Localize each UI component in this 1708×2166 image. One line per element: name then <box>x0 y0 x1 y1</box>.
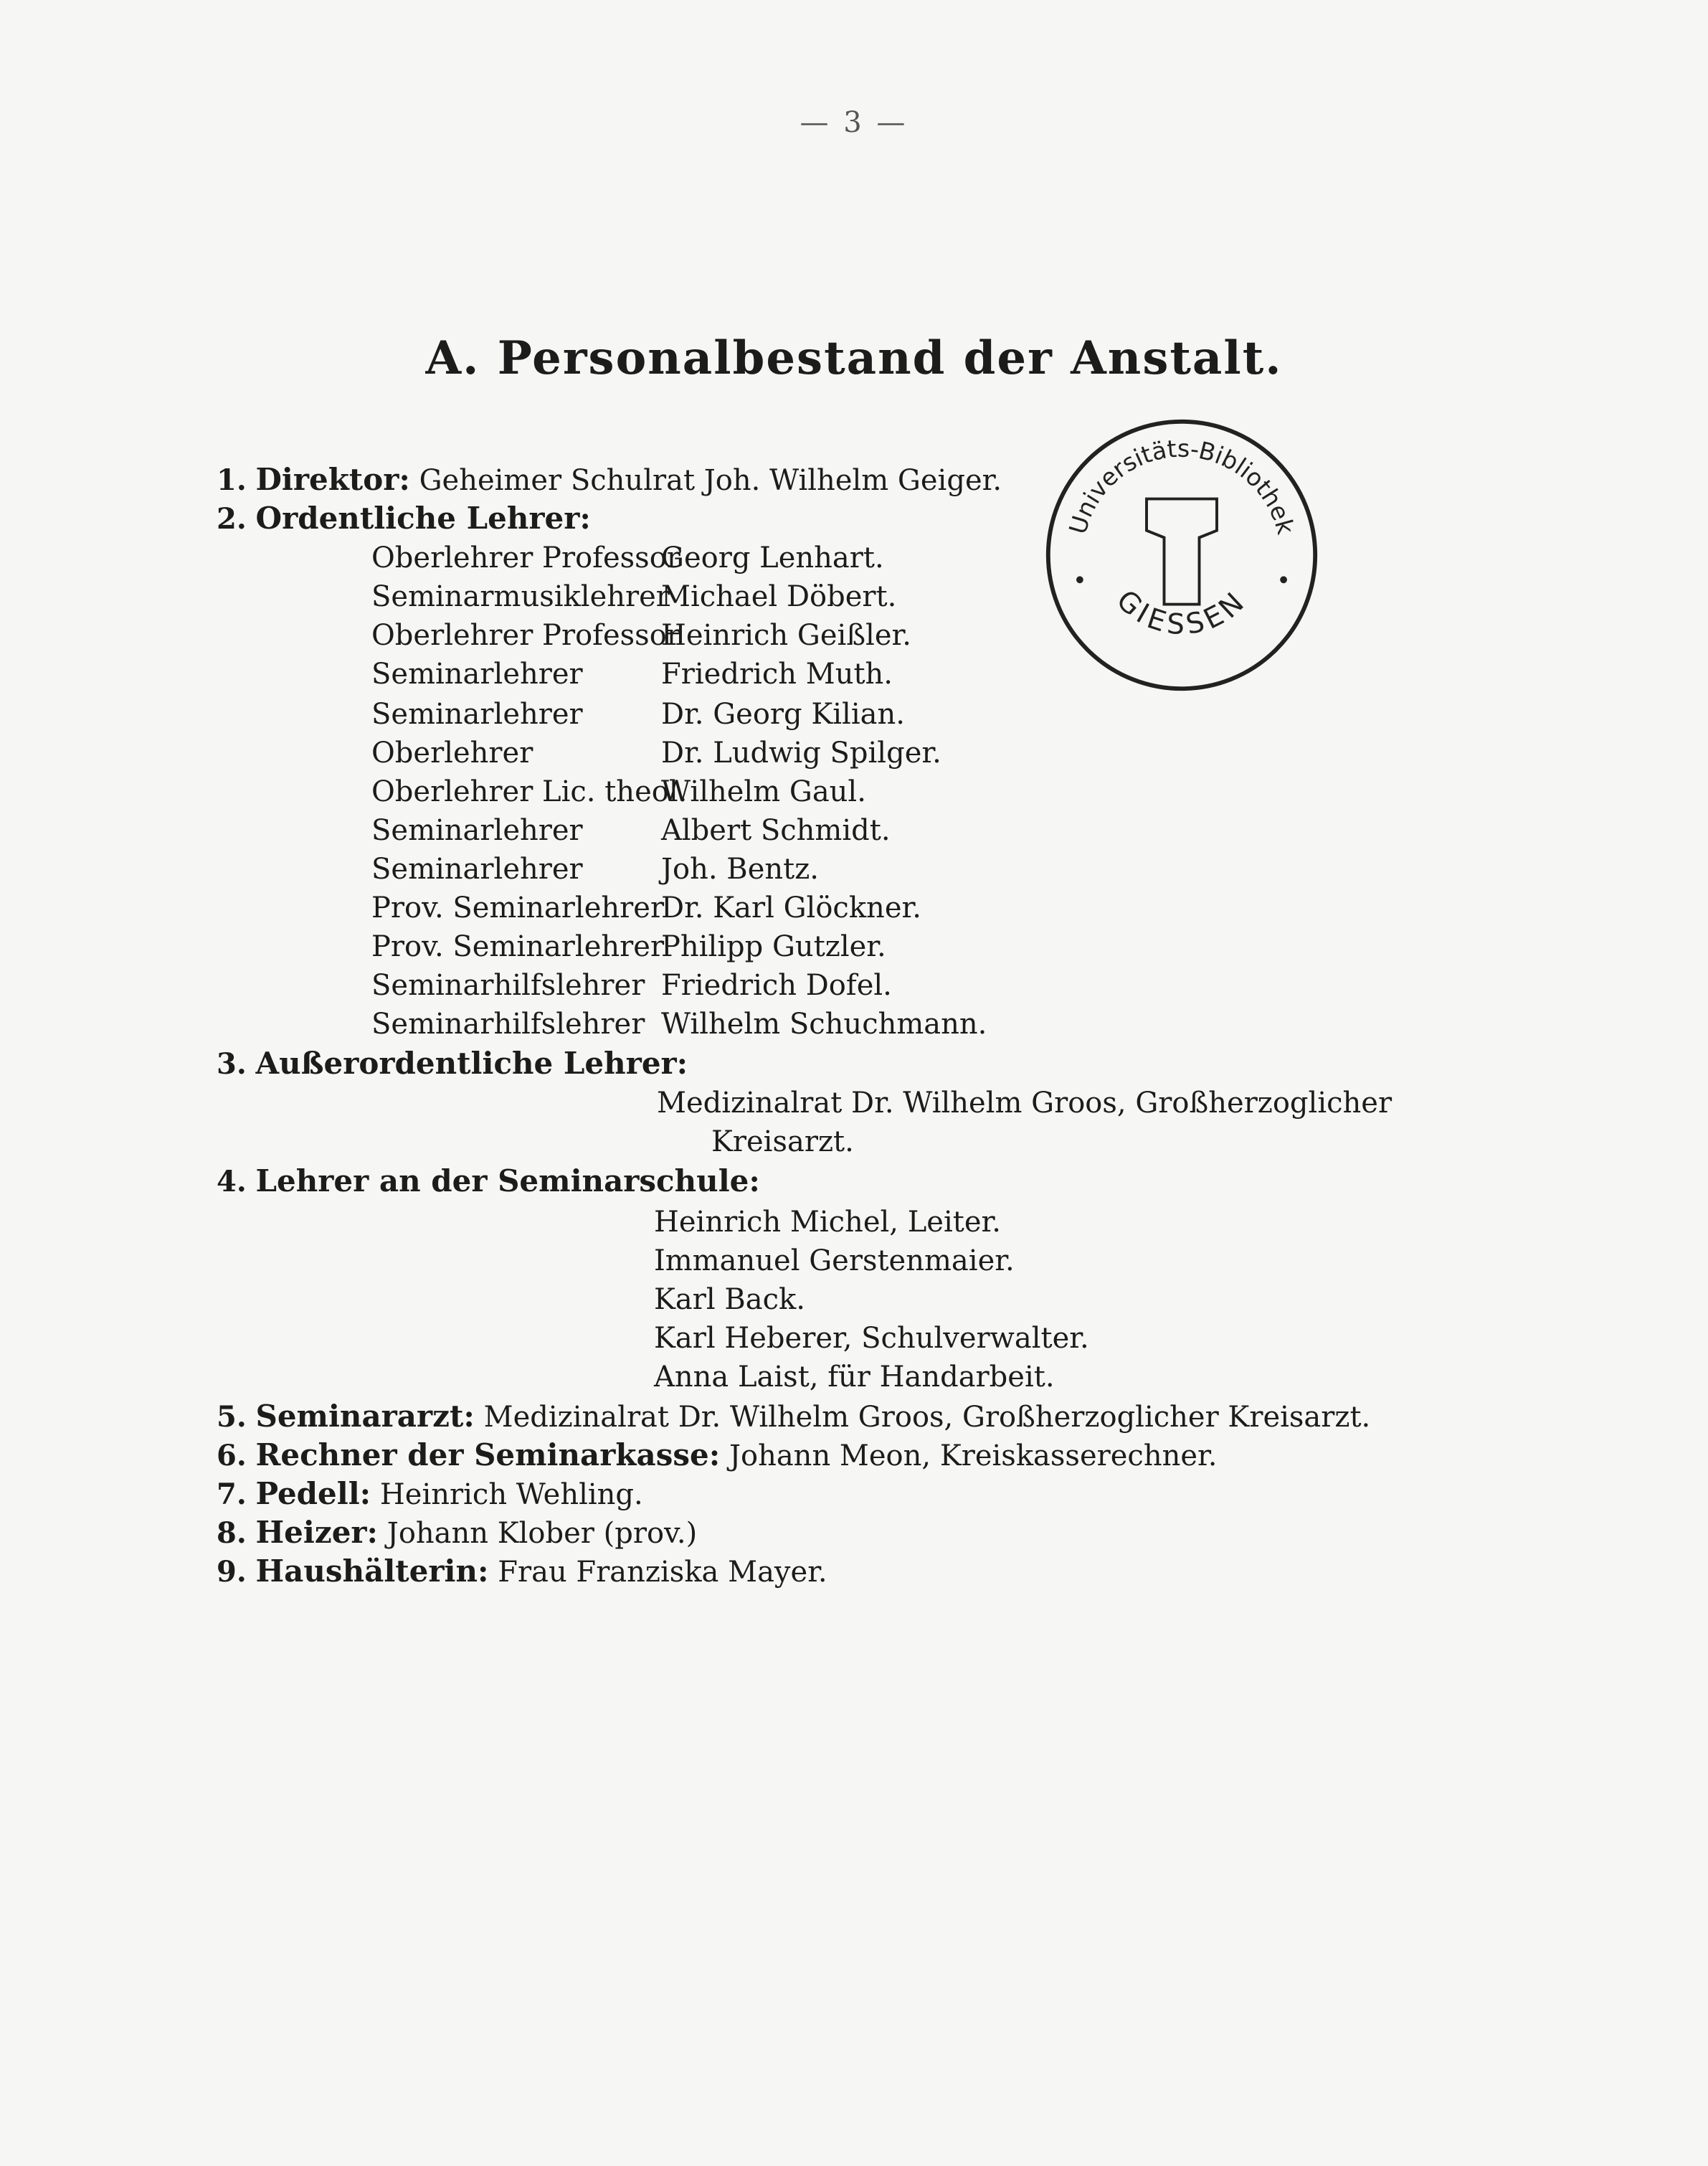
stamp-bottom-text: GIESSEN <box>1110 584 1253 642</box>
seminar-school-teacher: Heinrich Michel, Leiter. <box>654 1206 1001 1239</box>
beadle-number: 7. <box>217 1477 247 1511</box>
teacher-name: Heinrich Geißler. <box>661 619 911 652</box>
teacher-title: Prov. Seminarlehrer <box>371 892 665 924</box>
teacher-title: Seminarhilfslehrer <box>371 969 645 1002</box>
beadle-heading: Pedell: <box>255 1476 371 1511</box>
teacher-name: Wilhelm Gaul. <box>661 775 866 808</box>
seminar-doctor-number: 5. <box>217 1400 247 1434</box>
seminar-school-number: 4. <box>217 1165 247 1198</box>
teacher-name: Friedrich Dofel. <box>661 969 892 1002</box>
teacher-title: Oberlehrer Professor <box>371 619 680 652</box>
director-entry <box>217 462 1002 497</box>
teacher-title: Seminarlehrer <box>371 814 583 847</box>
heater-name: Johann Klober (prov.) <box>386 1517 698 1550</box>
page-title: A. Personalbestand der Anstalt. <box>425 331 1283 385</box>
teacher-name: Dr. Georg Kilian. <box>661 698 905 731</box>
teacher-name: Wilhelm Schuchmann. <box>661 1008 987 1041</box>
teacher-title: Seminarmusiklehrer <box>371 580 670 613</box>
teacher-name: Friedrich Muth. <box>661 658 893 691</box>
teacher-title: Seminarlehrer <box>371 658 583 691</box>
teacher-name: Joh. Bentz. <box>661 853 819 886</box>
beadle-name: Heinrich Wehling. <box>379 1478 643 1511</box>
teacher-name: Georg Lenhart. <box>661 542 884 574</box>
ordinary-teachers-heading-row <box>217 503 591 534</box>
teacher-title: Seminarlehrer <box>371 698 583 731</box>
treasurer-name: Johann Meon, Kreiskasserechner. <box>729 1439 1218 1472</box>
extraordinary-teachers-heading: Außerordentliche Lehrer: <box>255 1046 688 1081</box>
seminar-school-teacher: Anna Laist, für Handarbeit. <box>654 1361 1055 1394</box>
treasurer-entry <box>217 1437 1218 1472</box>
teacher-name: Albert Schmidt. <box>661 814 891 847</box>
heater-number: 8. <box>217 1516 247 1550</box>
seminar-school-heading: Lehrer an der Seminarschule: <box>255 1163 760 1198</box>
teacher-title: Oberlehrer Lic. theol. <box>371 775 688 808</box>
seminar-doctor-entry <box>217 1401 1370 1432</box>
teacher-name: Michael Döbert. <box>661 580 897 613</box>
seminar-school-teacher: Immanuel Gerstenmaier. <box>654 1244 1015 1277</box>
seminar-doctor-heading: Seminararzt: <box>255 1399 475 1434</box>
extraordinary-teachers-number: 3. <box>217 1047 247 1081</box>
ordinary-teachers-heading: Ordentliche Lehrer: <box>255 501 591 536</box>
housekeeper-entry <box>217 1553 827 1589</box>
housekeeper-number: 9. <box>217 1555 247 1589</box>
teacher-title: Prov. Seminarlehrer <box>371 930 665 963</box>
beadle-entry <box>217 1476 643 1511</box>
heater-heading: Heizer: <box>255 1515 379 1550</box>
library-stamp <box>1041 415 1322 696</box>
teacher-title: Seminarhilfslehrer <box>371 1008 645 1041</box>
housekeeper-heading: Haushälterin: <box>255 1553 489 1589</box>
teacher-title: Seminarlehrer <box>371 853 583 886</box>
stamp-cross-icon <box>1147 499 1217 605</box>
page-number: — 3 — <box>800 106 908 139</box>
seminar-school-teacher: Karl Back. <box>654 1283 805 1316</box>
extraordinary-teacher-line: Medizinalrat Dr. Wilhelm Groos, Großherzoglicher <box>657 1087 1393 1120</box>
treasurer-number: 6. <box>217 1439 247 1472</box>
teacher-name: Dr. Ludwig Spilger. <box>661 737 941 770</box>
teacher-name: Philipp Gutzler. <box>661 930 886 963</box>
seminar-school-heading-row <box>217 1163 760 1198</box>
director-heading: Direktor: <box>255 462 410 497</box>
teacher-title: Oberlehrer <box>371 737 533 770</box>
heater-entry <box>217 1515 698 1550</box>
housekeeper-name: Frau Franziska Mayer. <box>498 1556 827 1589</box>
extraordinary-teacher-line: Kreisarzt. <box>711 1125 854 1158</box>
director-name: Geheimer Schulrat Joh. Wilhelm Geiger. <box>419 464 1002 497</box>
seminar-school-teacher: Karl Heberer, Schulverwalter. <box>654 1322 1089 1355</box>
treasurer-heading: Rechner der Seminarkasse: <box>255 1437 721 1472</box>
teacher-name: Dr. Karl Glöckner. <box>661 892 921 924</box>
teacher-title: Oberlehrer Professor <box>371 542 680 574</box>
director-number: 1. <box>217 463 247 497</box>
stamp-top-text: Universitäts-Bibliothek <box>1063 434 1300 538</box>
svg-text:GIESSEN <box>1110 584 1253 641</box>
seminar-doctor-name: Medizinalrat Dr. Wilhelm Groos, Großherzoglicher Kreisarzt. <box>483 1401 1371 1434</box>
ordinary-teachers-number: 2. <box>217 502 247 536</box>
extraordinary-teachers-heading-row <box>217 1046 688 1081</box>
